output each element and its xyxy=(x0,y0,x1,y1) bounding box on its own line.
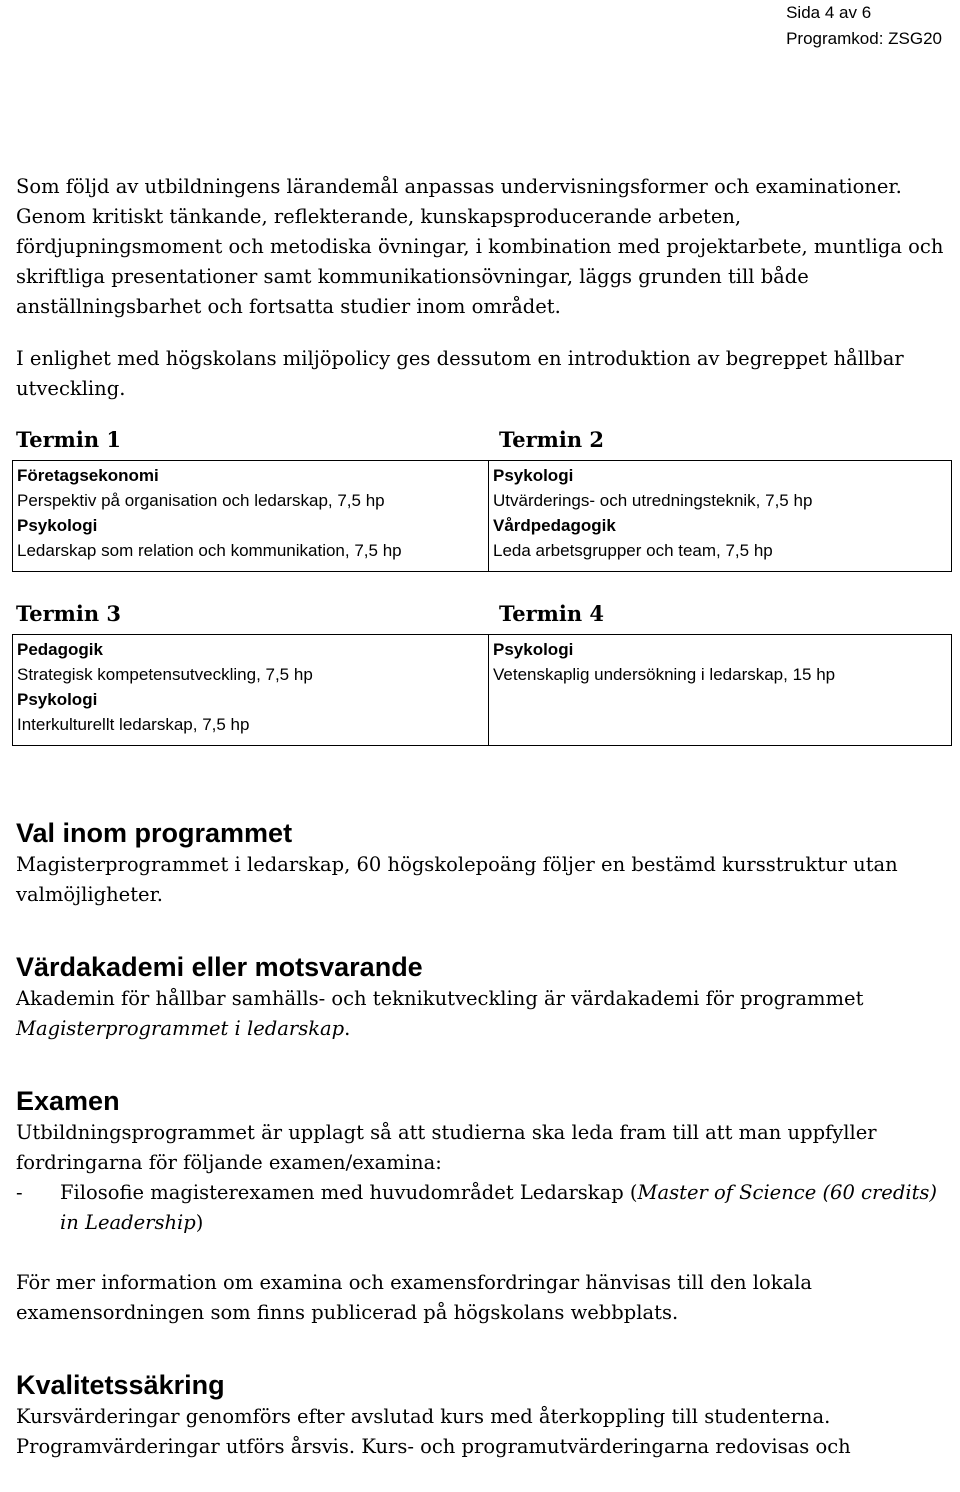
course-subject: Vårdpedagogik xyxy=(493,516,616,535)
document-body xyxy=(16,172,946,1462)
vardakademi-text xyxy=(16,984,946,1044)
examen-list-item xyxy=(16,1178,946,1238)
page-number: Sida 4 av 6 xyxy=(786,3,872,22)
val-heading: Val inom programmet xyxy=(16,818,293,848)
course-subject: Psykologi xyxy=(493,640,574,659)
term-3-heading: Termin 3 xyxy=(16,601,122,626)
course-name: Interkulturellt ledarskap, 7,5 hp xyxy=(17,715,250,734)
program-code: Programkod: ZSG20 xyxy=(786,29,942,48)
examen-text: Utbildningsprogrammet är upplagt så att studierna ska leda fram till att man uppfyller fordringarna för följande examen/examina: xyxy=(16,1121,877,1174)
term-headings-row-2 xyxy=(16,594,946,626)
course-subject: Psykologi xyxy=(493,466,574,485)
intro-paragraph-2: I enlighet med högskolans miljöpolicy ges dessutom en introduktion av begreppet hållbar utveckling. xyxy=(16,347,904,400)
course-name: Leda arbetsgrupper och team, 7,5 hp xyxy=(493,541,773,560)
examen-degree-text: Filosofie magisterexamen med huvudområdet Ledarskap ( xyxy=(60,1181,638,1204)
term-3-cell xyxy=(13,635,489,746)
term-2-heading: Termin 2 xyxy=(499,427,605,452)
examen-degree-close: ) xyxy=(195,1211,204,1234)
course-name: Strategisk kompetensutveckling, 7,5 hp xyxy=(17,665,313,684)
terms-section xyxy=(16,420,946,746)
list-dash: - xyxy=(16,1181,23,1204)
vardakademi-text-end: . xyxy=(344,1017,351,1040)
term-4-heading: Termin 4 xyxy=(499,601,605,626)
course-subject: Psykologi xyxy=(17,690,98,709)
vardakademi-program-name: Magisterprogrammet i ledarskap xyxy=(16,1017,345,1040)
course-name: Perspektiv på organisation och ledarskap, 7,5 hp xyxy=(17,491,385,510)
kvalitetssakring-section xyxy=(16,1368,946,1462)
examen-more-info: För mer information om examina och examensfordringar hänvisas till den lokala examensordningen som finns publicerad på högskolans webbplats. xyxy=(16,1271,813,1324)
term-headings-row-1 xyxy=(16,420,946,452)
val-text: Magisterprogrammet i ledarskap, 60 högskolepoäng följer en bestämd kursstruktur utan valmöjligheter. xyxy=(16,853,898,906)
course-name: Utvärderings- och utredningsteknik, 7,5 hp xyxy=(493,491,813,510)
course-name: Ledarskap som relation och kommunikation, 7,5 hp xyxy=(17,541,402,560)
vardakademi-text-main: Akademin för hållbar samhälls- och teknikutveckling är värdakademi för programmet xyxy=(16,987,864,1010)
kvalitetssakring-heading: Kvalitetssäkring xyxy=(16,1370,225,1400)
term-1-cell xyxy=(13,461,489,572)
examen-heading: Examen xyxy=(16,1086,120,1116)
intro-paragraph-1: Som följd av utbildningens lärandemål anpassas undervisningsformer och examinationer. Genom kritiskt tänkande, reflekterande, kunskapsproducerande arbeten, fördjupningsmoment och metodiska övningar, i kombination med projektarbete, muntliga och skriftliga presentationer samt kommunikationsövningar, läggs grunden till både anställningsbarhet och fortsatta studier inom området. xyxy=(16,175,944,318)
course-name: Vetenskaplig undersökning i ledarskap, 15 hp xyxy=(493,665,836,684)
vardakademi-heading: Värdakademi eller motsvarande xyxy=(16,952,423,982)
val-section xyxy=(16,816,946,910)
course-subject: Pedagogik xyxy=(17,640,103,659)
examen-section xyxy=(16,1084,946,1328)
term-1-heading: Termin 1 xyxy=(16,427,122,452)
vardakademi-section xyxy=(16,950,946,1044)
kvalitetssakring-text: Kursvärderingar genomförs efter avslutad kurs med återkoppling till studenterna. Programvärderingar utförs årsvis. Kurs- och programutvärderingarna redovisas och xyxy=(16,1405,851,1458)
term-table-3-4 xyxy=(12,634,952,746)
examen-degree-english: Master of Science (60 credits) in Leadership xyxy=(60,1181,938,1234)
course-subject: Företagsekonomi xyxy=(17,466,159,485)
term-2-cell xyxy=(489,461,952,572)
course-subject: Psykologi xyxy=(17,516,98,535)
term-table-1-2 xyxy=(12,460,952,572)
page-header xyxy=(786,0,942,52)
term-4-cell xyxy=(489,635,952,746)
examen-degree xyxy=(60,1178,946,1238)
